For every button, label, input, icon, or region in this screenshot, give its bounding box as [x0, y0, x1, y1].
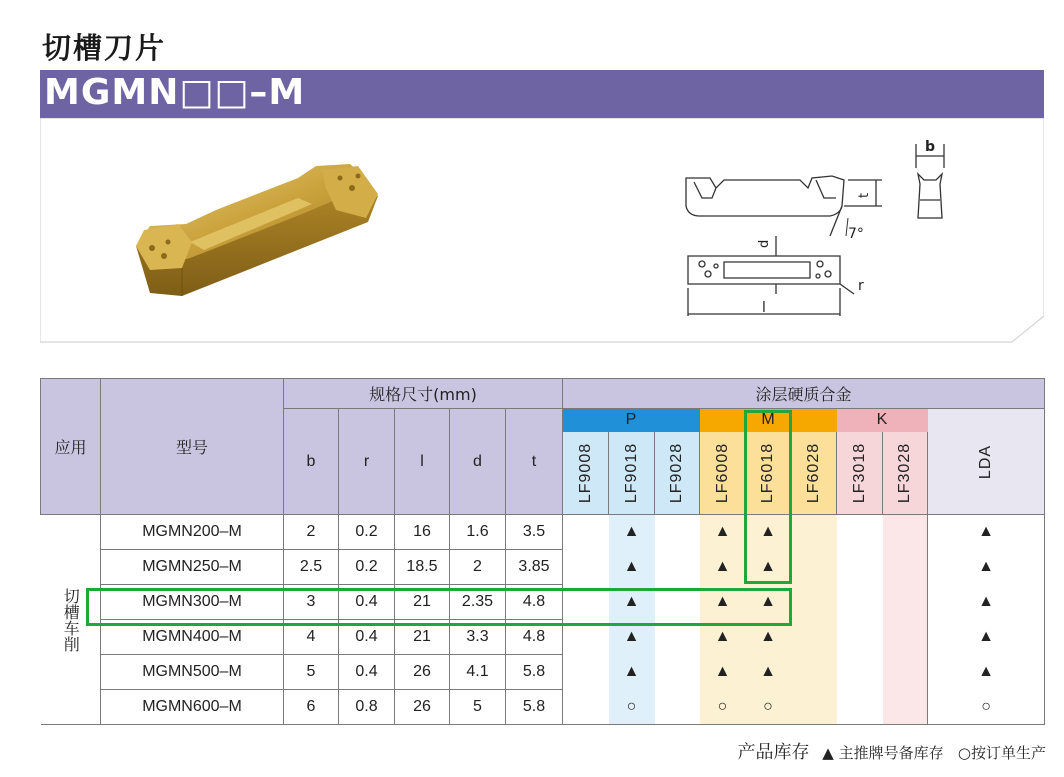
spec-table [40, 378, 1045, 725]
grade-availability-cell [883, 515, 928, 550]
dim-l-cell: 16 [395, 515, 450, 550]
header-dim-b: b [284, 409, 339, 515]
grade-label: LF3028 [896, 442, 913, 504]
grade-availability-cell [655, 690, 700, 725]
order-symbol: ○ [957, 744, 971, 762]
dim-r-cell: 0.4 [339, 655, 395, 690]
dim-l-cell: 21 [395, 620, 450, 655]
grade-availability-cell [563, 515, 609, 550]
dim-label-b: b [925, 139, 936, 155]
model-cell: MGMN400–M [101, 620, 284, 655]
drawing-end-view [916, 144, 944, 218]
dim-d-cell: 5 [450, 690, 506, 725]
grade-availability-cell [837, 550, 883, 585]
grade-availability-cell: ▲ [746, 585, 791, 620]
legend [737, 738, 1046, 764]
order-text: 按订单生产 [970, 744, 1046, 762]
grade-availability-cell: ▲ [746, 515, 791, 550]
grade-availability-cell [883, 585, 928, 620]
grade-availability-cell: ▲ [746, 550, 791, 585]
grade-lf9028 [655, 432, 700, 515]
application-cell: 切槽车削 [41, 515, 101, 725]
page-title: 切槽刀片 [42, 31, 167, 65]
dim-t-cell: 3.5 [506, 515, 563, 550]
dim-l-cell: 26 [395, 655, 450, 690]
grade-availability-cell: ○ [928, 690, 1045, 725]
grade-availability-cell [563, 655, 609, 690]
header-application: 应用 [41, 379, 101, 515]
grade-label: LF9008 [576, 442, 594, 504]
grade-availability-cell [563, 585, 609, 620]
grade-lf6028 [791, 432, 837, 515]
grade-availability-cell: ▲ [700, 620, 746, 655]
grade-availability-cell [563, 620, 609, 655]
table-row [41, 655, 1045, 690]
header-dim-l: l [395, 409, 450, 515]
banner-title: MGMN□□–M [44, 72, 306, 113]
header-spec-group: 规格尺寸(mm) [284, 379, 563, 409]
grade-availability-cell: ▲ [609, 620, 655, 655]
grade-availability-cell [655, 585, 700, 620]
dim-d-cell: 2 [450, 550, 506, 585]
grade-availability-cell: ▲ [928, 620, 1045, 655]
dim-t-cell: 5.8 [506, 690, 563, 725]
dim-d-cell: 3.3 [450, 620, 506, 655]
grade-availability-cell: ▲ [928, 655, 1045, 690]
grade-availability-cell [791, 515, 837, 550]
band-k: K [837, 409, 928, 432]
header-model: 型号 [101, 379, 284, 515]
grade-label: LF6018 [759, 442, 776, 504]
grade-availability-cell [563, 550, 609, 585]
grade-label: LF6008 [713, 442, 731, 504]
grade-availability-cell: ▲ [700, 655, 746, 690]
grade-availability-cell: ▲ [700, 585, 746, 620]
dim-label-t: t [857, 192, 872, 198]
dim-b-cell: 6 [284, 690, 339, 725]
dim-d-cell: 2.35 [450, 585, 506, 620]
dim-d-cell: 4.1 [450, 655, 506, 690]
header-dim-r: r [339, 409, 395, 515]
grade-availability-cell: ▲ [609, 550, 655, 585]
dim-t-cell: 3.85 [506, 550, 563, 585]
model-cell: MGMN500–M [101, 655, 284, 690]
insert-illustration-svg [40, 118, 1044, 344]
dim-b-cell: 3 [284, 585, 339, 620]
spec-table-wrap [40, 378, 1044, 725]
grade-availability-cell [655, 550, 700, 585]
table-row [41, 690, 1045, 725]
model-cell: MGMN600–M [101, 690, 284, 725]
grade-availability-cell [655, 655, 700, 690]
header-dim-d: d [450, 409, 506, 515]
grade-availability-cell: ▲ [609, 515, 655, 550]
grade-lf9018 [609, 432, 655, 515]
grade-availability-cell [837, 690, 883, 725]
dim-label-d: d [757, 239, 772, 248]
grade-availability-cell: ▲ [609, 585, 655, 620]
header-dim-t: t [506, 409, 563, 515]
grade-availability-cell [791, 550, 837, 585]
grade-availability-cell [791, 585, 837, 620]
angle-label: 7° [848, 226, 864, 242]
dim-d-cell: 1.6 [450, 515, 506, 550]
grade-availability-cell [837, 515, 883, 550]
grade-availability-cell [791, 690, 837, 725]
product-banner [40, 70, 1044, 118]
stock-text: 主推牌号备库存 [838, 744, 944, 762]
grade-lf6018 [746, 432, 791, 515]
grade-availability-cell: ▲ [928, 550, 1045, 585]
grade-lf9008 [563, 432, 609, 515]
dim-l-cell: 18.5 [395, 550, 450, 585]
dim-t-cell: 4.8 [506, 620, 563, 655]
dim-r-cell: 0.2 [339, 515, 395, 550]
dim-b-cell: 2 [284, 515, 339, 550]
table-row [41, 515, 1045, 550]
grade-availability-cell: ▲ [746, 655, 791, 690]
model-cell: MGMN300–M [101, 585, 284, 620]
band-p: P [563, 409, 700, 432]
dim-r-cell: 0.8 [339, 690, 395, 725]
table-row [41, 620, 1045, 655]
grade-availability-cell [883, 550, 928, 585]
grade-availability-cell [791, 655, 837, 690]
grade-availability-cell: ▲ [746, 620, 791, 655]
grade-label: LF9028 [668, 442, 685, 504]
grade-label: LF6028 [804, 442, 822, 504]
grade-availability-cell [655, 515, 700, 550]
image-panel [40, 118, 1044, 344]
dim-l-cell: 21 [395, 585, 450, 620]
grade-availability-cell: ○ [609, 690, 655, 725]
grade-label: LF9018 [622, 442, 640, 504]
grade-label: LDA [977, 444, 995, 479]
grade-availability-cell: ○ [746, 690, 791, 725]
dim-t-cell: 5.8 [506, 655, 563, 690]
legend-label: 产品库存 [737, 742, 810, 763]
grade-availability-cell [837, 655, 883, 690]
grade-availability-cell [791, 620, 837, 655]
dim-r-cell: 0.4 [339, 585, 395, 620]
grade-availability-cell: ▲ [700, 515, 746, 550]
grade-lf3028 [883, 432, 928, 515]
grade-availability-cell: ▲ [700, 550, 746, 585]
dim-label-l: l [762, 300, 766, 316]
grade-lf6008 [700, 432, 746, 515]
model-cell: MGMN250–M [101, 550, 284, 585]
grade-availability-cell [883, 620, 928, 655]
dim-b-cell: 4 [284, 620, 339, 655]
dim-label-r: r [858, 278, 864, 294]
grade-availability-cell [837, 620, 883, 655]
grade-availability-cell [655, 620, 700, 655]
table-row [41, 585, 1045, 620]
grade-availability-cell [883, 655, 928, 690]
dim-b-cell: 2.5 [284, 550, 339, 585]
dim-r-cell: 0.2 [339, 550, 395, 585]
dim-r-cell: 0.4 [339, 620, 395, 655]
band-m: M [700, 409, 837, 432]
grade-availability-cell [883, 690, 928, 725]
model-cell: MGMN200–M [101, 515, 284, 550]
grade-availability-cell: ▲ [609, 655, 655, 690]
stock-symbol: ▲ [822, 744, 834, 762]
header-coating-group: 涂层硬质合金 [563, 379, 1045, 409]
grade-availability-cell: ○ [700, 690, 746, 725]
grade-availability-cell [837, 585, 883, 620]
grade-availability-cell: ▲ [928, 585, 1045, 620]
dim-t-cell: 4.8 [506, 585, 563, 620]
grade-label: LF3018 [850, 442, 868, 504]
grade-availability-cell: ▲ [928, 515, 1045, 550]
grade-lda [928, 409, 1045, 515]
table-row [41, 550, 1045, 585]
dim-b-cell: 5 [284, 655, 339, 690]
dim-l-cell: 26 [395, 690, 450, 725]
grade-availability-cell [563, 690, 609, 725]
insert-photo [136, 164, 378, 296]
grade-lf3018 [837, 432, 883, 515]
